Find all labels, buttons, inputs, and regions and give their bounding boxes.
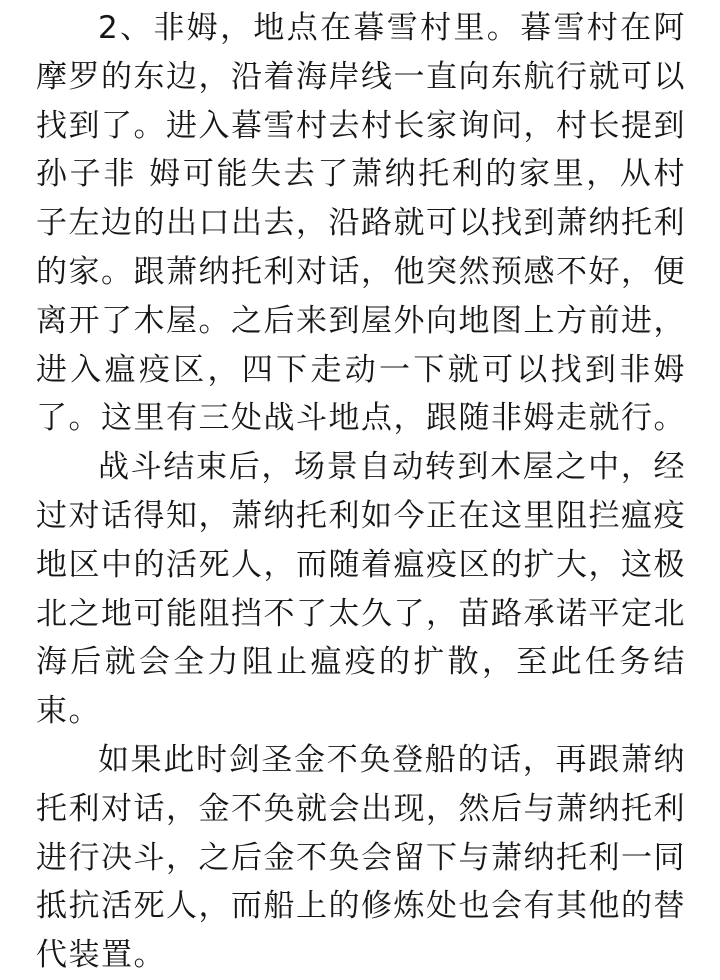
paragraph-after-battle: 战斗结束后，场景自动转到木屋之中，经过对话得知，萧纳托利如今正在这里阻拦瘟疫地区中的活死人，而随着瘟疫区的扩大，这极北之地可能阻挡不了太久了，苗路承诺平定北海后就会全力阻止瘟疫的扩散，至此任务结束。 [36, 449, 686, 730]
paragraph-sword-saint: 如果此时剑圣金不奂登船的话，再跟萧纳托利对话，金不奂就会出现，然后与萧纳托利进行决斗，之后金不奂会留下与萧纳托利一同抵抗活死人，而船上的修炼处也会有其他的替代装置。 [36, 741, 686, 974]
paragraph-quest-feim: 2、非姆，地点在暮雪村里。暮雪村在阿摩罗的东边，沿着海岸线一直向东航行就可以找到了。进入暮雪村去村长家询问，村长提到孙子非 姆可能失去了萧纳托利的家里，从村子左边的出口出去，沿路就可以找到萧纳托利的家。跟萧纳托利对话，他突然预感不好，便离开了木屋。之后来到屋外向地图上方前进，进入瘟疫区，四下走动一下就可以找到非姆了。这里有三处战斗地点，跟随非姆走就行。 [36, 10, 686, 437]
